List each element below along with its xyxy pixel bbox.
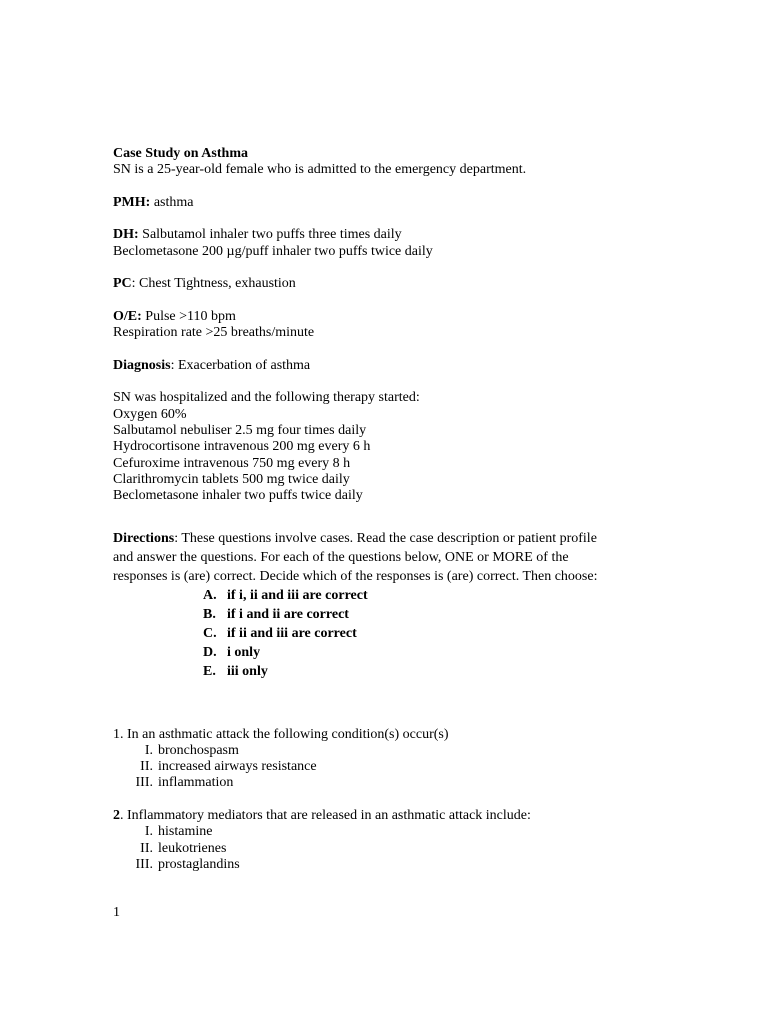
item-text: inflammation (158, 775, 234, 791)
therapy-item: Beclometasone inhaler two puffs twice daily (113, 488, 363, 504)
question-text: . Inflammatory mediators that are released in an asthmatic attack include: (120, 808, 531, 824)
question-number: 2 (113, 808, 120, 824)
therapy-item: Clarithromycin tablets 500 mg twice daily (113, 471, 350, 487)
oe-label: O/E: (113, 308, 142, 324)
roman-numeral: I. (144, 742, 153, 758)
page-title: Case Study on Asthma (113, 146, 248, 161)
question-1 (113, 727, 673, 792)
oe-line-1 (113, 309, 673, 325)
therapy-item: Salbutamol nebuliser 2.5 mg four times daily (113, 423, 367, 439)
item-text: increased airways resistance (158, 759, 317, 775)
oe-value-1: Pulse >110 bpm (141, 308, 236, 324)
roman-numeral: III. (135, 856, 153, 872)
question-2-item (113, 857, 673, 873)
item-text: bronchospasm (158, 742, 239, 758)
option-letter: A. (203, 587, 217, 603)
diagnosis-value: : Exacerbation of asthma (170, 357, 311, 373)
directions-block (113, 529, 673, 586)
question-text: In an asthmatic attack the following condition(s) occur(s) (123, 726, 449, 742)
question-2-stem (113, 808, 673, 824)
directions-line-3: responses is (are) correct. Decide which of the responses is (are) correct. Then choose: (113, 568, 598, 584)
question-1-item (113, 775, 673, 791)
option-letter: C. (203, 625, 217, 641)
document-page (113, 146, 673, 873)
pc-label: PC (113, 276, 132, 292)
option-row (203, 605, 673, 624)
option-letter: E. (203, 663, 216, 679)
dh-line-1 (113, 227, 673, 243)
answer-options (203, 586, 673, 681)
option-text: if i, ii and iii are correct (227, 587, 368, 603)
question-1-stem (113, 727, 673, 743)
pmh-value: asthma (150, 194, 194, 210)
pmh-label: PMH: (113, 194, 151, 210)
question-2-item (113, 824, 673, 840)
patient-intro: SN is a 25-year-old female who is admitted to the emergency department. (113, 162, 527, 178)
roman-numeral: I. (144, 824, 153, 840)
therapy-item: Cefuroxime intravenous 750 mg every 8 h (113, 455, 351, 471)
dh-line-2: Beclometasone 200 µg/puff inhaler two puffs twice daily (113, 243, 433, 259)
directions-line-2: and answer the questions. For each of the questions below, ONE or MORE of the (113, 549, 569, 565)
option-row (203, 624, 673, 643)
pc-value: : Chest Tightness, exhaustion (131, 276, 296, 292)
pc-line (113, 276, 673, 292)
directions-text-1: : These questions involve cases. Read the case description or patient profile (174, 530, 597, 546)
therapy-item: Oxygen 60% (113, 406, 187, 422)
item-text: prostaglandins (158, 856, 240, 872)
option-text: if i and ii are correct (227, 606, 349, 622)
question-number: 1. (113, 726, 124, 742)
directions-label: Directions (113, 530, 175, 546)
question-2-item (113, 841, 673, 857)
oe-line-2: Respiration rate >25 breaths/minute (113, 325, 315, 341)
page-number: 1 (113, 905, 120, 920)
roman-numeral: III. (135, 775, 153, 791)
roman-numeral: II. (140, 759, 153, 775)
dh-label: DH: (113, 227, 139, 243)
diagnosis-line (113, 358, 673, 374)
option-row (203, 662, 673, 681)
option-letter: B. (203, 606, 216, 622)
item-text: histamine (158, 824, 213, 840)
option-letter: D. (203, 644, 217, 660)
item-text: leukotrienes (158, 840, 227, 856)
option-row (203, 643, 673, 662)
option-text: if ii and iii are correct (227, 625, 357, 641)
diagnosis-label: Diagnosis (113, 357, 171, 373)
question-2 (113, 808, 673, 873)
roman-numeral: II. (140, 840, 153, 856)
question-1-item (113, 759, 673, 775)
question-1-item (113, 743, 673, 759)
directions-line-1 (113, 529, 673, 548)
pmh-line (113, 195, 673, 211)
option-row (203, 586, 673, 605)
therapy-intro: SN was hospitalized and the following therapy started: (113, 390, 420, 406)
option-text: i only (227, 644, 261, 660)
dh-value-1: Salbutamol inhaler two puffs three times daily (138, 227, 402, 243)
option-text: iii only (227, 663, 268, 679)
therapy-item: Hydrocortisone intravenous 200 mg every 6 h (113, 439, 371, 455)
